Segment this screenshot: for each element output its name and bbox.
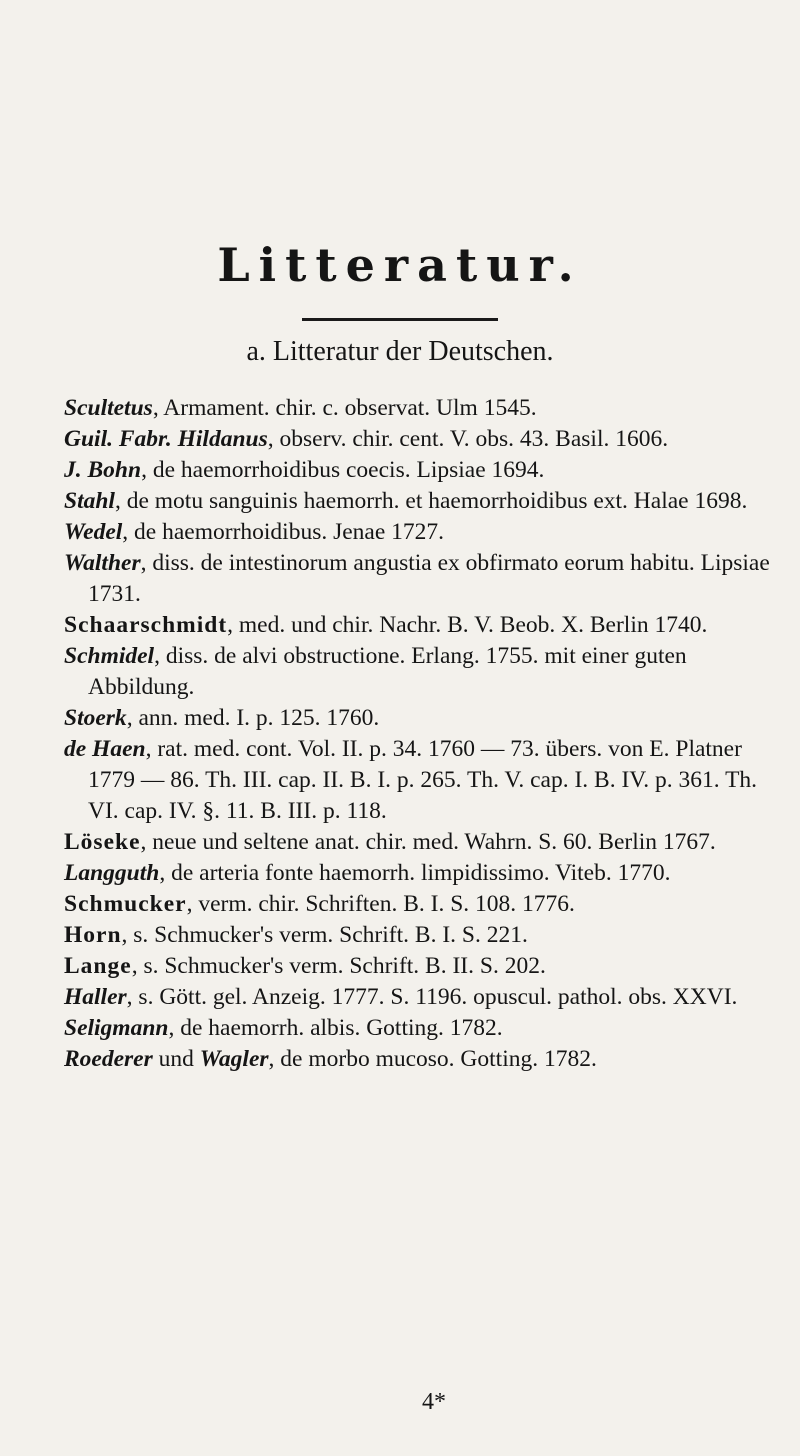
entry-text: , de haemorrh. albis. Gotting. 1782. bbox=[168, 1015, 503, 1041]
entry-text: , de arteria fonte haemorrh. limpidissimo. Viteb. 1770. bbox=[159, 860, 671, 886]
entry-author: Stoerk bbox=[64, 705, 127, 731]
bibliography-list bbox=[64, 393, 780, 1075]
entry-author: Roederer bbox=[64, 1046, 153, 1072]
bibliography-entry bbox=[64, 393, 780, 424]
bibliography-entry bbox=[64, 827, 780, 858]
entry-text: , s. Schmucker's verm. Schrift. B. I. S. 221. bbox=[121, 922, 528, 948]
entry-author: Langguth bbox=[64, 860, 160, 886]
entry-author: Schmidel bbox=[64, 643, 155, 669]
entry-text: , verm. chir. Schriften. B. I. S. 108. 1776. bbox=[186, 891, 575, 917]
bibliography-entry bbox=[64, 548, 780, 610]
entry-author: Horn bbox=[64, 922, 122, 948]
entry-author: J. Bohn bbox=[64, 457, 142, 483]
entry-author: Guil. Fabr. Hildanus bbox=[64, 426, 268, 452]
bibliography-entry bbox=[64, 889, 780, 920]
bibliography-entry bbox=[64, 610, 780, 641]
title-rule bbox=[302, 318, 498, 321]
bibliography-entry bbox=[64, 517, 780, 548]
entry-text: , Armament. chir. c. observat. Ulm 1545. bbox=[152, 395, 537, 421]
entry-text: , diss. de alvi obstructione. Erlang. 1755. mit einer guten Abbildung. bbox=[88, 643, 687, 700]
entry-text: , de morbo mucoso. Gotting. 1782. bbox=[268, 1046, 597, 1072]
entry-text: , med. und chir. Nachr. B. V. Beob. X. Berlin 1740. bbox=[227, 612, 708, 638]
entry-author: Löseke bbox=[64, 829, 141, 855]
bibliography-entry bbox=[64, 455, 780, 486]
entry-author: Schaarschmidt bbox=[64, 612, 228, 638]
bibliography-entry bbox=[64, 920, 780, 951]
entry-text: , rat. med. cont. Vol. II. p. 34. 1760 — 73. übers. von E. Platner 1779 — 86. Th. III. cap. II. B. I. p. 265. Th. V. cap. I. B. IV. p. 361. Th. VI. cap. IV. §. 11. B. III. p. 118. bbox=[88, 736, 758, 824]
bibliography-entry bbox=[64, 1044, 780, 1075]
bibliography-entry bbox=[64, 734, 780, 827]
bibliography-entry bbox=[64, 486, 780, 517]
entry-author: de Haen bbox=[64, 736, 146, 762]
entry-author: Lange bbox=[64, 953, 132, 979]
bibliography-entry bbox=[64, 641, 780, 703]
bibliography-entry bbox=[64, 951, 780, 982]
entry-text: , de haemorrhoidibus. Jenae 1727. bbox=[122, 519, 445, 545]
entry-text: , diss. de intestinorum angustia ex obfirmato eorum habitu. Lipsiae 1731. bbox=[88, 550, 770, 607]
entry-text: , neue und seltene anat. chir. med. Wahrn. S. 60. Berlin 1767. bbox=[140, 829, 716, 855]
entry-coauthor: Wagler bbox=[199, 1046, 269, 1072]
entry-text: und bbox=[152, 1046, 200, 1072]
entry-author: Haller bbox=[64, 984, 127, 1010]
entry-text: , de motu sanguinis haemorrh. et haemorrhoidibus ext. Halae 1698. bbox=[114, 488, 748, 514]
entry-author: Schmucker bbox=[64, 891, 187, 917]
entry-text: , s. Gött. gel. Anzeig. 1777. S. 1196. opuscul. pathol. obs. XXVI. bbox=[126, 984, 738, 1010]
entry-author: Seligmann bbox=[64, 1015, 169, 1041]
bibliography-entry bbox=[64, 703, 780, 734]
entry-author: Scultetus bbox=[64, 395, 153, 421]
section-subtitle: a. Litteratur der Deutschen. bbox=[246, 336, 554, 367]
bibliography-entry bbox=[64, 858, 780, 889]
bibliography-entry bbox=[64, 424, 780, 455]
signature-mark: 4* bbox=[422, 1389, 446, 1415]
entry-text: , s. Schmucker's verm. Schrift. B. II. S. 202. bbox=[131, 953, 546, 979]
bibliography-entry bbox=[64, 1013, 780, 1044]
bibliography-entry bbox=[64, 982, 780, 1013]
entry-text: , ann. med. I. p. 125. 1760. bbox=[126, 705, 380, 731]
entry-author: Walther bbox=[64, 550, 141, 576]
section-title: Litteratur. bbox=[217, 238, 583, 292]
entry-author: Wedel bbox=[64, 519, 123, 545]
entry-text: , observ. chir. cent. V. obs. 43. Basil. 1606. bbox=[267, 426, 669, 452]
entry-author: Stahl bbox=[64, 488, 115, 514]
entry-text: , de haemorrhoidibus coecis. Lipsiae 1694. bbox=[141, 457, 545, 483]
